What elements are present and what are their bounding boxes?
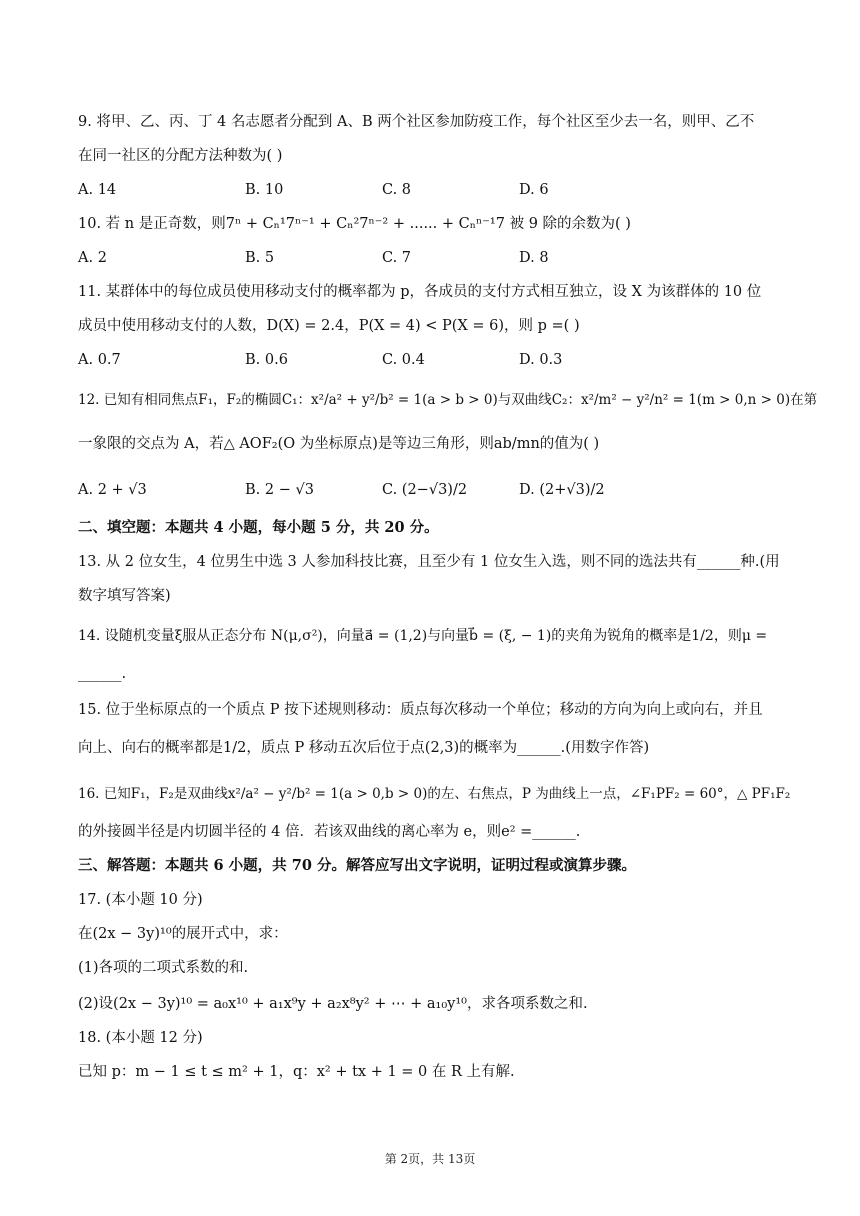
q17-line3: (2)设(2x − 3y)¹⁰ = a₀x¹⁰ + a₁x⁹y + a₂x⁸y² + ⋯ + a₁₀y¹⁰，求各项系数之和. <box>78 996 588 1012</box>
q10-option-c: C. 7 <box>382 250 412 266</box>
q13-line1: 13. 从 2 位女生，4 位男生中选 3 人参加科技比赛，且至少有 1 位女生入选，则不同的选法共有______种.(用 <box>78 554 780 570</box>
q11-option-a: A. 0.7 <box>78 352 121 368</box>
q14-line2: ______. <box>78 666 127 682</box>
q12-option-d: D. (2+√3)/2 <box>519 482 605 498</box>
q17-title: 17. (本小题 10 分) <box>78 892 203 908</box>
q12-line2: 一象限的交点为 A，若△ AOF₂(O 为坐标原点)是等边三角形，则ab/mn的值为( ) <box>78 436 600 452</box>
q16-line1: 16. 已知F₁，F₂是双曲线x²/a² − y²/b² = 1(a > 0,b > 0)的左、右焦点，P 为曲线上一点，∠F₁PF₂ = 60°，△ PF₁F₂ <box>78 786 791 802</box>
q14-line1: 14. 设随机变量ξ服从正态分布 N(μ,σ²)，向量a⃗ = (1,2)与向量b⃗ = (ξ, − 1)的夹角为锐角的概率是1/2，则μ = <box>78 628 768 644</box>
q11-option-c: C. 0.4 <box>382 352 425 368</box>
section-2-heading: 二、填空题：本题共 4 小题，每小题 5 分，共 20 分。 <box>78 519 439 536</box>
q15-line1: 15. 位于坐标原点的一个质点 P 按下述规则移动：质点每次移动一个单位；移动的方向为向上或向右，并且 <box>78 702 763 718</box>
q18-title: 18. (本小题 12 分) <box>78 1030 203 1046</box>
q9-option-a: A. 14 <box>78 182 117 198</box>
q9-option-d: D. 6 <box>519 182 549 198</box>
q11-option-b: B. 0.6 <box>245 352 288 368</box>
q12-option-a: A. 2 + √3 <box>78 482 147 498</box>
page-footer: 第 2页，共 13页 <box>384 1152 476 1166</box>
q11-option-d: D. 0.3 <box>519 352 563 368</box>
q17-line1: 在(2x − 3y)¹⁰的展开式中，求： <box>78 926 288 942</box>
q9-option-b: B. 10 <box>245 182 284 198</box>
q17-line2: (1)各项的二项式系数的和. <box>78 960 249 976</box>
section-3-heading: 三、解答题：本题共 6 小题，共 70 分。解答应写出文字说明，证明过程或演算步骤。 <box>78 857 636 874</box>
q13-line2: 数字填写答案) <box>78 588 171 604</box>
q10-line1: 10. 若 n 是正奇数，则7ⁿ + Cₙ¹7ⁿ⁻¹ + Cₙ²7ⁿ⁻² + ...... + Cₙⁿ⁻¹7 被 9 除的余数为( ) <box>78 216 631 232</box>
q10-option-b: B. 5 <box>245 250 275 266</box>
q18-line1: 已知 p：m − 1 ≤ t ≤ m² + 1，q：x² + tx + 1 = 0 在 R 上有解. <box>78 1064 515 1080</box>
q15-line2: 向上、向右的概率都是1/2，质点 P 移动五次后位于点(2,3)的概率为______.(用数字作答) <box>78 740 650 756</box>
q9-line2: 在同一社区的分配方法种数为( ) <box>78 148 283 164</box>
q9-line1: 9. 将甲、乙、丙、丁 4 名志愿者分配到 A、B 两个社区参加防疫工作，每个社区至少去一名，则甲、乙不 <box>78 114 755 130</box>
q9-option-c: C. 8 <box>382 182 412 198</box>
q12-option-b: B. 2 − √3 <box>245 482 314 498</box>
q10-option-a: A. 2 <box>78 250 107 266</box>
q10-option-d: D. 8 <box>519 250 549 266</box>
q12-line1: 12. 已知有相同焦点F₁，F₂的椭圆C₁：x²/a² + y²/b² = 1(a > b > 0)与双曲线C₂：x²/m² − y²/n² = 1(m > 0,n > 0)在第 <box>78 392 818 408</box>
q12-option-c: C. (2−√3)/2 <box>382 482 468 498</box>
q11-line1: 11. 某群体中的每位成员使用移动支付的概率都为 p，各成员的支付方式相互独立，设 X 为该群体的 10 位 <box>78 284 762 300</box>
q16-line2: 的外接圆半径是内切圆半径的 4 倍．若该双曲线的离心率为 e，则e² =______. <box>78 824 581 840</box>
q11-line2: 成员中使用移动支付的人数，D(X) = 2.4，P(X = 4) < P(X = 6)，则 p =( ) <box>78 318 580 334</box>
